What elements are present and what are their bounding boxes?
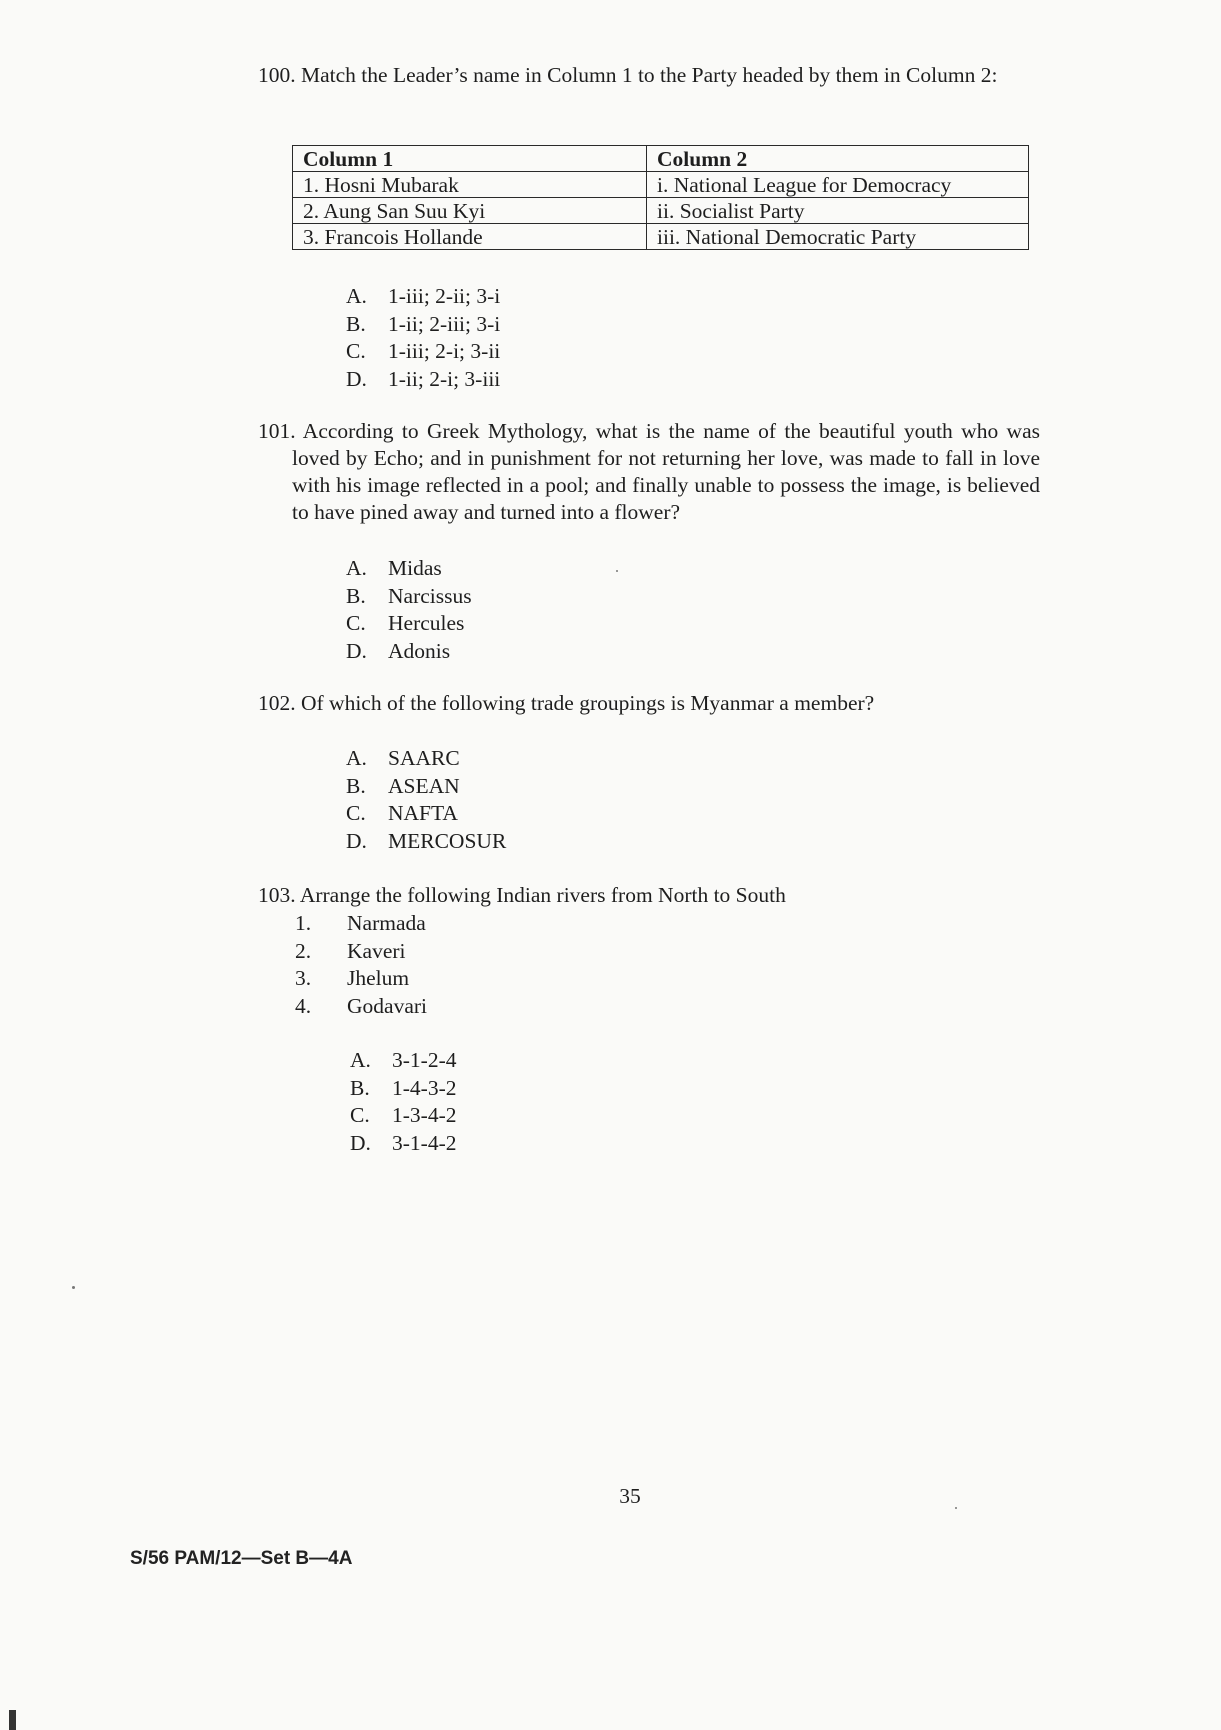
option-letter: D. <box>350 1130 371 1155</box>
option-a <box>346 283 500 311</box>
list-item-number: 1. <box>295 911 312 935</box>
question-101 <box>258 418 1040 526</box>
option-text: Hercules <box>388 611 465 635</box>
question-100-text: 100. Match the Leader’s name in Column 1 to the Party headed by them in Column 2: <box>258 63 998 87</box>
option-text: 3-1-2-4 <box>392 1048 457 1072</box>
list-item-text: Godavari <box>347 993 427 1018</box>
option-b <box>350 1075 456 1103</box>
option-text: 1-iii; 2-ii; 3-i <box>388 284 501 308</box>
question-101-options <box>346 555 472 665</box>
option-letter: D. <box>346 828 367 853</box>
scan-speck <box>955 1507 957 1509</box>
list-item <box>258 938 427 966</box>
table-cell: 2. Aung San Suu Kyi <box>293 198 647 224</box>
list-item <box>258 993 427 1021</box>
table-header-row <box>293 146 1029 172</box>
option-letter: C. <box>346 339 366 363</box>
question-102 <box>258 690 1040 717</box>
question-102-options <box>346 745 506 855</box>
table-cell: i. National League for Democracy <box>647 172 1029 198</box>
option-text: 1-ii; 2-iii; 3-i <box>388 311 501 336</box>
question-100 <box>258 62 1040 89</box>
option-letter: A. <box>350 1048 371 1072</box>
list-item-text: Kaveri <box>347 938 406 963</box>
option-b <box>346 773 506 801</box>
option-letter: C. <box>350 1103 370 1127</box>
list-item-number: 4. <box>295 993 312 1018</box>
list-item <box>258 965 427 993</box>
table-header-col2: Column 2 <box>647 146 1029 172</box>
option-text: 1-3-4-2 <box>392 1103 457 1127</box>
question-101-text: 101. According to Greek Mythology, what is the name of the beautiful youth who was loved by Echo; and in punishment for not returning her love, was made to fall in love with his image reflected in a pool; and finally unable to possess the image, is believed to have pined away and turned into a flower? <box>258 419 1040 524</box>
table-row <box>293 224 1029 250</box>
question-102-text: 102. Of which of the following trade groupings is Myanmar a member? <box>258 691 875 715</box>
match-table <box>292 145 1029 250</box>
question-103-options <box>350 1047 456 1157</box>
scan-speck <box>616 570 618 572</box>
option-letter: A. <box>346 556 367 580</box>
option-letter: B. <box>346 583 366 608</box>
list-item-text: Jhelum <box>347 966 410 990</box>
scan-speck <box>72 1286 75 1289</box>
option-c <box>350 1102 456 1130</box>
table-header-col1: Column 1 <box>293 146 647 172</box>
option-text: MERCOSUR <box>388 828 507 853</box>
option-letter: A. <box>346 746 367 770</box>
table-cell: 1. Hosni Mubarak <box>293 172 647 198</box>
list-item-text: Narmada <box>347 911 426 935</box>
option-text: 1-4-3-2 <box>392 1075 457 1100</box>
option-c <box>346 800 506 828</box>
footer-code: S/56 PAM/12—Set B—4A <box>130 1548 353 1569</box>
table-cell: ii. Socialist Party <box>647 198 1029 224</box>
option-d <box>350 1130 456 1158</box>
option-a <box>346 745 506 773</box>
option-letter: C. <box>346 611 366 635</box>
river-list <box>258 910 427 1020</box>
option-text: Midas <box>388 556 442 580</box>
page-number: 35 <box>619 1484 641 1508</box>
option-d <box>346 638 472 666</box>
option-letter: D. <box>346 366 367 391</box>
table-cell: iii. National Democratic Party <box>647 224 1029 250</box>
option-b <box>346 311 500 339</box>
option-d <box>346 366 500 394</box>
scan-edge-mark <box>9 1710 16 1730</box>
list-item-number: 2. <box>295 938 312 963</box>
option-text: 3-1-4-2 <box>392 1130 457 1155</box>
option-b <box>346 583 472 611</box>
table-row <box>293 172 1029 198</box>
question-103-text: 103. Arrange the following Indian rivers from North to South <box>258 883 786 907</box>
option-text: SAARC <box>388 746 460 770</box>
option-a <box>346 555 472 583</box>
option-text: ASEAN <box>388 773 460 798</box>
option-text: NAFTA <box>388 801 458 825</box>
option-letter: B. <box>346 773 366 798</box>
option-c <box>346 610 472 638</box>
question-103 <box>258 882 1040 909</box>
question-100-options <box>346 283 500 393</box>
option-letter: A. <box>346 284 367 308</box>
option-text: 1-ii; 2-i; 3-iii <box>388 366 501 391</box>
list-item <box>258 910 427 938</box>
option-a <box>350 1047 456 1075</box>
option-d <box>346 828 506 856</box>
table-cell: 3. Francois Hollande <box>293 224 647 250</box>
option-text: Adonis <box>388 638 451 663</box>
option-text: 1-iii; 2-i; 3-ii <box>388 339 501 363</box>
option-letter: D. <box>346 638 367 663</box>
option-c <box>346 338 500 366</box>
option-text: Narcissus <box>388 583 472 608</box>
list-item-number: 3. <box>295 966 312 990</box>
table-row <box>293 198 1029 224</box>
option-letter: B. <box>350 1075 370 1100</box>
option-letter: C. <box>346 801 366 825</box>
option-letter: B. <box>346 311 366 336</box>
